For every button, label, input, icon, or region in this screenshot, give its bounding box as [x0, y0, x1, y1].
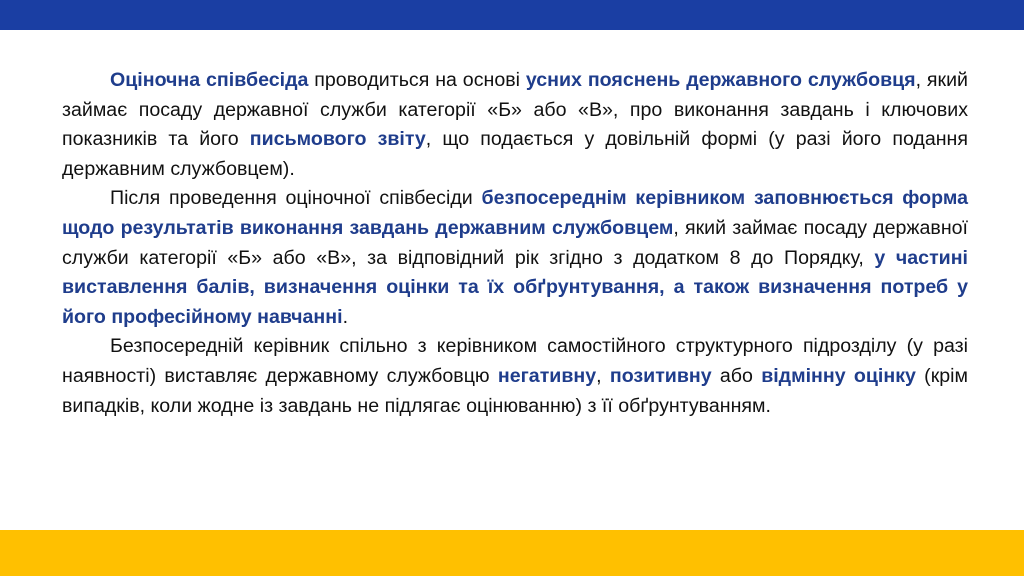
- slide-body-text: [62, 66, 968, 421]
- body-text: , який займає посаду державної служби категорії «Б» або «В», за відповідний рік згідно з додатком 8 до Порядку,: [62, 216, 968, 269]
- body-text: , що подається у довільній формі (у разі його подання державним службовцем).: [62, 128, 968, 180]
- body-text: проводиться на основі: [308, 69, 526, 91]
- body-text: Після проведення оціночної співбесіди: [110, 187, 482, 210]
- body-text: (крім випадків, коли жодне із завдань не підлягає оцінюванню) з її обґрунтуванням.: [62, 364, 969, 417]
- body-text: , який займає посаду державної служби категорії «Б» або «В», про виконання завдань і ключових показників та його: [62, 69, 968, 151]
- highlight-text: письмового звіту: [249, 128, 426, 151]
- paragraph-grading: [62, 332, 968, 421]
- body-text: Безпосередній керівник спільно з керівником самостійного структурного підрозділу (у разі наявності) виставляє державному службовцю: [62, 335, 968, 387]
- highlight-text: негативну: [497, 364, 597, 387]
- highlight-text: безпосереднім керівником заповнюється форма щодо результатів виконання завдань державним службовцем: [62, 187, 968, 239]
- highlight-text: відмінну оцінку: [761, 364, 916, 387]
- body-text: .: [342, 305, 349, 328]
- highlight-text: у частині виставлення балів, визначення оцінки та їх обґрунтування, а також визначення потреб у його професійному навчанні: [62, 246, 968, 328]
- body-text: ,: [596, 364, 610, 387]
- highlight-text: Оціночна співбесіда: [110, 69, 309, 91]
- highlight-text: усних пояснень державного службовця: [525, 69, 916, 91]
- body-text: або: [711, 364, 762, 387]
- paragraph-form-completion: [62, 184, 968, 332]
- highlight-text: позитивну: [609, 364, 712, 387]
- paragraph-assessment-interview: [62, 66, 968, 184]
- top-blue-band: [0, 0, 1024, 30]
- bottom-yellow-band: [0, 530, 1024, 576]
